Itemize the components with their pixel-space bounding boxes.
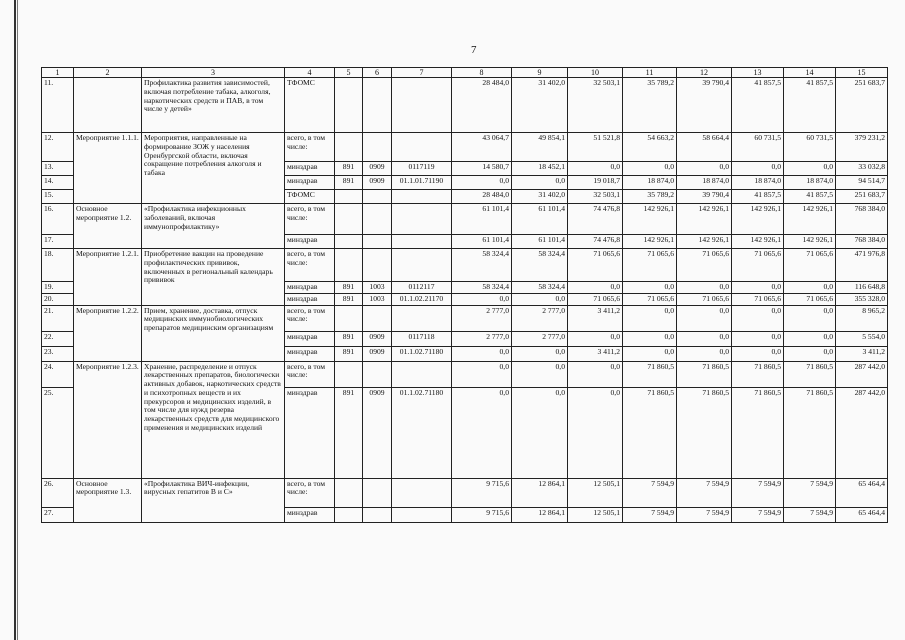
year-value-cell: 61 101,4 [512,204,568,235]
year-value-cell: 28 484,0 [452,190,512,204]
year-value-cell: 0,0 [568,331,623,346]
row-number-cell: 19. [42,282,74,294]
year-value-cell: 12 505,1 [568,478,623,507]
target-code-cell [392,478,452,507]
section-code-cell [363,249,392,282]
table-row [42,78,888,133]
row-number-cell: 20. [42,293,74,305]
section-code-cell: 1003 [363,293,392,305]
grbs-code-cell [335,204,363,235]
year-value-cell: 71 065,6 [677,293,732,305]
year-value-cell: 9 715,6 [452,478,512,507]
year-value-cell: 0,0 [568,162,623,176]
header-cell: 7 [392,68,452,78]
year-value-cell: 71 860,5 [732,361,784,387]
year-value-cell: 71 860,5 [623,387,677,478]
measure-cell: Мероприятие 1.2.3. [74,361,142,478]
year-value-cell: 142 926,1 [732,235,784,249]
grbs-code-cell [335,78,363,133]
year-value-cell: 41 857,5 [784,190,836,204]
row-number-cell: 12. [42,133,74,162]
year-value-cell: 0,0 [732,162,784,176]
row-number-cell: 11. [42,78,74,133]
year-value-cell: 58 324,4 [512,249,568,282]
table-row [42,361,888,387]
total-value-cell: 768 384,0 [836,204,888,235]
section-code-cell: 0909 [363,162,392,176]
measure-name-cell: Приобретение вакцин на проведение профилактических прививок, включенных в региональный календарь прививок [142,249,285,305]
year-value-cell: 71 860,5 [623,361,677,387]
year-value-cell: 32 503,1 [568,78,623,133]
executor-cell: минздрав [285,331,335,346]
year-value-cell: 7 594,9 [623,507,677,522]
row-number-cell: 21. [42,305,74,331]
header-cell: 2 [74,68,142,78]
year-value-cell: 0,0 [452,176,512,190]
year-value-cell: 71 065,6 [623,249,677,282]
year-value-cell: 0,0 [623,346,677,361]
total-value-cell: 65 464,4 [836,507,888,522]
grbs-code-cell [335,133,363,162]
header-cell: 9 [512,68,568,78]
executor-cell: ТФОМС [285,190,335,204]
executor-cell: минздрав [285,162,335,176]
year-value-cell: 0,0 [568,387,623,478]
year-value-cell: 0,0 [732,346,784,361]
target-code-cell [392,249,452,282]
grbs-code-cell [335,305,363,331]
table-row [42,204,888,235]
section-code-cell [363,361,392,387]
year-value-cell: 0,0 [512,176,568,190]
year-value-cell: 18 874,0 [677,176,732,190]
year-value-cell: 49 854,1 [512,133,568,162]
year-value-cell: 41 857,5 [732,190,784,204]
header-cell: 5 [335,68,363,78]
year-value-cell: 7 594,9 [677,478,732,507]
executor-cell: минздрав [285,293,335,305]
year-value-cell: 60 731,5 [732,133,784,162]
year-value-cell: 18 874,0 [784,176,836,190]
total-value-cell: 471 976,8 [836,249,888,282]
grbs-code-cell: 891 [335,387,363,478]
measure-cell [74,78,142,133]
year-value-cell: 74 476,8 [568,235,623,249]
grbs-code-cell: 891 [335,346,363,361]
year-value-cell: 0,0 [623,331,677,346]
target-code-cell [392,361,452,387]
year-value-cell: 19 018,7 [568,176,623,190]
scan-edge-shadow [17,0,18,640]
year-value-cell: 0,0 [623,162,677,176]
year-value-cell: 142 926,1 [623,235,677,249]
row-number-cell: 24. [42,361,74,387]
target-code-cell [392,133,452,162]
table-row [42,305,888,331]
year-value-cell: 35 789,2 [623,190,677,204]
year-value-cell: 60 731,5 [784,133,836,162]
year-value-cell: 14 580,7 [452,162,512,176]
measure-cell: Мероприятие 1.1.1. [74,133,142,204]
year-value-cell: 0,0 [452,293,512,305]
total-value-cell: 116 648,8 [836,282,888,294]
year-value-cell: 0,0 [568,282,623,294]
target-code-cell: 01.1.02.71180 [392,346,452,361]
year-value-cell: 71 065,6 [677,249,732,282]
year-value-cell: 41 857,5 [732,78,784,133]
grbs-code-cell [335,478,363,507]
year-value-cell: 0,0 [784,282,836,294]
target-code-cell [392,507,452,522]
measure-cell: Основное мероприятие 1.2. [74,204,142,249]
measure-cell: Основное мероприятие 1.3. [74,478,142,522]
header-cell: 6 [363,68,392,78]
row-number-cell: 13. [42,162,74,176]
year-value-cell: 0,0 [677,162,732,176]
total-value-cell: 287 442,0 [836,387,888,478]
year-value-cell: 12 864,1 [512,507,568,522]
year-value-cell: 54 663,2 [623,133,677,162]
executor-cell: всего, в том числе: [285,478,335,507]
section-code-cell [363,305,392,331]
year-value-cell: 61 101,4 [452,235,512,249]
year-value-cell: 7 594,9 [623,478,677,507]
year-value-cell: 31 402,0 [512,78,568,133]
year-value-cell: 7 594,9 [784,507,836,522]
year-value-cell: 0,0 [512,293,568,305]
row-number-cell: 25. [42,387,74,478]
executor-cell: минздрав [285,507,335,522]
table-row [42,478,888,507]
header-cell: 11 [623,68,677,78]
year-value-cell: 0,0 [784,162,836,176]
row-number-cell: 27. [42,507,74,522]
year-value-cell: 7 594,9 [784,478,836,507]
year-value-cell: 71 860,5 [677,387,732,478]
section-code-cell [363,235,392,249]
header-cell: 14 [784,68,836,78]
year-value-cell: 58 324,4 [452,249,512,282]
year-value-cell: 71 860,5 [784,361,836,387]
measure-name-cell: Мероприятия, направленные на формирование ЗОЖ у населения Оренбургской области, включая сокращение потребления алкоголя и табака [142,133,285,204]
header-cell: 13 [732,68,784,78]
year-value-cell: 71 065,6 [568,293,623,305]
year-value-cell: 2 777,0 [452,305,512,331]
executor-cell: минздрав [285,282,335,294]
year-value-cell: 71 860,5 [784,387,836,478]
target-code-cell: 0117119 [392,162,452,176]
year-value-cell: 0,0 [677,331,732,346]
year-value-cell: 18 874,0 [623,176,677,190]
grbs-code-cell [335,235,363,249]
executor-cell: минздрав [285,176,335,190]
scan-edge [14,0,16,640]
row-number-cell: 14. [42,176,74,190]
year-value-cell: 0,0 [732,305,784,331]
measure-name-cell: «Профилактика инфекционных заболеваний, включая иммунопрофилактику» [142,204,285,249]
year-value-cell: 61 101,4 [512,235,568,249]
year-value-cell: 0,0 [677,346,732,361]
year-value-cell: 41 857,5 [784,78,836,133]
executor-cell: всего, в том числе: [285,361,335,387]
year-value-cell: 12 505,1 [568,507,623,522]
grbs-code-cell [335,190,363,204]
target-code-cell [392,78,452,133]
year-value-cell: 0,0 [452,361,512,387]
measure-name-cell: Профилактика развития зависимостей, включая потребление табака, алкоголя, наркотических средств и ПАВ, в том числе у детей» [142,78,285,133]
year-value-cell: 71 065,6 [568,249,623,282]
year-value-cell: 71 860,5 [732,387,784,478]
measure-cell: Мероприятие 1.2.2. [74,305,142,361]
total-value-cell: 8 965,2 [836,305,888,331]
year-value-cell: 71 065,6 [732,293,784,305]
grbs-code-cell [335,249,363,282]
total-value-cell: 251 683,7 [836,78,888,133]
header-cell: 4 [285,68,335,78]
section-code-cell [363,190,392,204]
year-value-cell: 0,0 [623,305,677,331]
year-value-cell: 71 065,6 [784,249,836,282]
year-value-cell: 18 452,1 [512,162,568,176]
year-value-cell: 7 594,9 [732,507,784,522]
total-value-cell: 5 554,0 [836,331,888,346]
year-value-cell: 0,0 [512,361,568,387]
year-value-cell: 74 476,8 [568,204,623,235]
row-number-cell: 17. [42,235,74,249]
executor-cell: всего, в том числе: [285,204,335,235]
section-code-cell: 0909 [363,176,392,190]
total-value-cell: 287 442,0 [836,361,888,387]
year-value-cell: 142 926,1 [677,235,732,249]
year-value-cell: 2 777,0 [452,331,512,346]
year-value-cell: 142 926,1 [677,204,732,235]
grbs-code-cell: 891 [335,331,363,346]
row-number-cell: 16. [42,204,74,235]
year-value-cell: 142 926,1 [623,204,677,235]
total-value-cell: 379 231,2 [836,133,888,162]
year-value-cell: 0,0 [452,346,512,361]
budget-table [41,67,888,523]
section-code-cell [363,204,392,235]
total-value-cell: 768 384,0 [836,235,888,249]
header-cell: 12 [677,68,732,78]
header-cell: 10 [568,68,623,78]
grbs-code-cell: 891 [335,162,363,176]
header-cell: 8 [452,68,512,78]
executor-cell: минздрав [285,346,335,361]
section-code-cell: 0909 [363,387,392,478]
year-value-cell: 0,0 [623,282,677,294]
year-value-cell: 3 411,2 [568,346,623,361]
year-value-cell: 28 484,0 [452,78,512,133]
measure-name-cell: Прием, хранение, доставка, отпуск медицинских иммунобиологических препаратов медицинским организациям [142,305,285,361]
year-value-cell: 0,0 [568,361,623,387]
year-value-cell: 142 926,1 [732,204,784,235]
year-value-cell: 2 777,0 [512,305,568,331]
year-value-cell: 58 324,4 [452,282,512,294]
year-value-cell: 0,0 [784,305,836,331]
target-code-cell: 01.1.02.71180 [392,387,452,478]
year-value-cell: 0,0 [732,282,784,294]
year-value-cell: 3 411,2 [568,305,623,331]
target-code-cell [392,235,452,249]
year-value-cell: 58 324,4 [512,282,568,294]
header-cell: 3 [142,68,285,78]
row-number-cell: 23. [42,346,74,361]
year-value-cell: 31 402,0 [512,190,568,204]
row-number-cell: 18. [42,249,74,282]
year-value-cell: 0,0 [512,346,568,361]
year-value-cell: 0,0 [677,282,732,294]
year-value-cell: 71 860,5 [677,361,732,387]
measure-name-cell: «Профилактика ВИЧ-инфекции, вирусных гепатитов В и С» [142,478,285,522]
year-value-cell: 0,0 [452,387,512,478]
section-code-cell: 0909 [363,331,392,346]
year-value-cell: 7 594,9 [732,478,784,507]
header-cell: 1 [42,68,74,78]
year-value-cell: 0,0 [732,331,784,346]
year-value-cell: 51 521,8 [568,133,623,162]
target-code-cell [392,204,452,235]
executor-cell: минздрав [285,235,335,249]
year-value-cell: 9 715,6 [452,507,512,522]
row-number-cell: 15. [42,190,74,204]
year-value-cell: 71 065,6 [623,293,677,305]
executor-cell: всего, в том числе: [285,249,335,282]
year-value-cell: 142 926,1 [784,235,836,249]
year-value-cell: 58 664,4 [677,133,732,162]
section-code-cell [363,478,392,507]
target-code-cell: 01.1.01.71190 [392,176,452,190]
executor-cell: ТФОМС [285,78,335,133]
section-code-cell: 1003 [363,282,392,294]
row-number-cell: 26. [42,478,74,507]
total-value-cell: 355 328,0 [836,293,888,305]
year-value-cell: 0,0 [512,387,568,478]
total-value-cell: 33 032,8 [836,162,888,176]
section-code-cell [363,78,392,133]
year-value-cell: 7 594,9 [677,507,732,522]
year-value-cell: 12 864,1 [512,478,568,507]
table-row [42,133,888,162]
section-code-cell [363,133,392,162]
section-code-cell: 0909 [363,346,392,361]
year-value-cell: 43 064,7 [452,133,512,162]
measure-name-cell: Хранение, распределение и отпуск лекарственных препаратов, биологически активных добавок, наркотических средств и психотропных веществ и их прекурсоров и медицинских изделий, в том числе для нужд резерва лекарственных средств для медицинского применения и медицинских изделий [142,361,285,478]
year-value-cell: 39 790,4 [677,190,732,204]
year-value-cell: 0,0 [677,305,732,331]
target-code-cell: 0112117 [392,282,452,294]
header-cell: 15 [836,68,888,78]
executor-cell: всего, в том числе: [285,133,335,162]
year-value-cell: 39 790,4 [677,78,732,133]
grbs-code-cell: 891 [335,176,363,190]
measure-cell: Мероприятие 1.2.1. [74,249,142,305]
year-value-cell: 0,0 [784,331,836,346]
grbs-code-cell: 891 [335,293,363,305]
target-code-cell [392,190,452,204]
executor-cell: всего, в том числе: [285,305,335,331]
year-value-cell: 71 065,6 [784,293,836,305]
header-row [42,68,888,78]
total-value-cell: 94 514,7 [836,176,888,190]
total-value-cell: 65 464,4 [836,478,888,507]
grbs-code-cell [335,507,363,522]
total-value-cell: 3 411,2 [836,346,888,361]
year-value-cell: 35 789,2 [623,78,677,133]
grbs-code-cell: 891 [335,282,363,294]
executor-cell: минздрав [285,387,335,478]
year-value-cell: 61 101,4 [452,204,512,235]
total-value-cell: 251 683,7 [836,190,888,204]
row-number-cell: 22. [42,331,74,346]
target-code-cell: 01.1.02.21170 [392,293,452,305]
target-code-cell [392,305,452,331]
section-code-cell [363,507,392,522]
year-value-cell: 71 065,6 [732,249,784,282]
year-value-cell: 142 926,1 [784,204,836,235]
page-number: 7 [471,44,477,56]
year-value-cell: 0,0 [784,346,836,361]
table-row [42,249,888,282]
year-value-cell: 2 777,0 [512,331,568,346]
year-value-cell: 32 503,1 [568,190,623,204]
grbs-code-cell [335,361,363,387]
target-code-cell: 0117118 [392,331,452,346]
year-value-cell: 18 874,0 [732,176,784,190]
